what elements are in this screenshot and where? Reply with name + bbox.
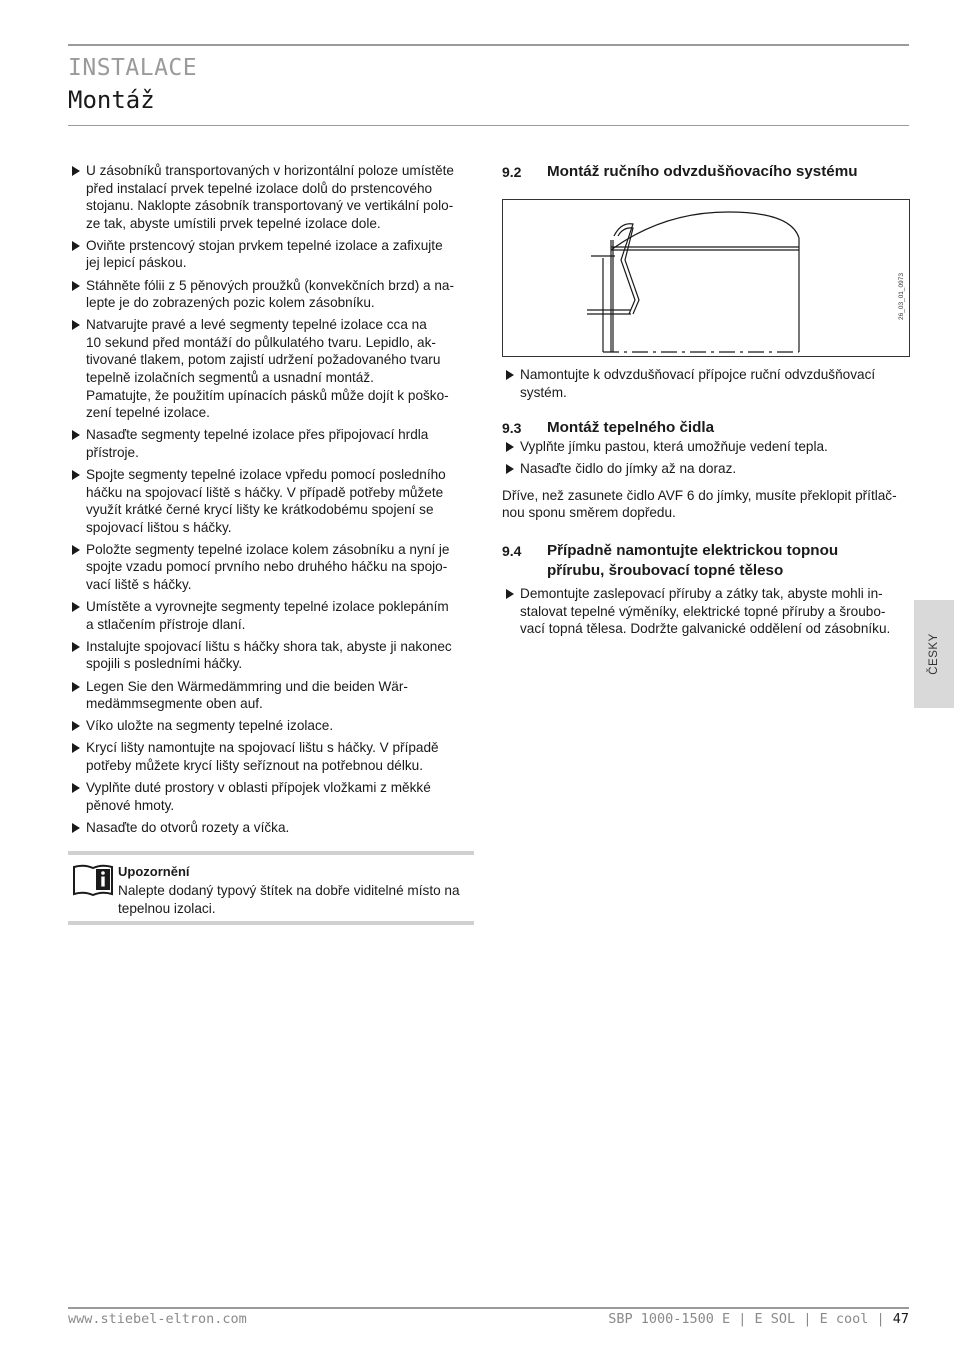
footer-url: www.stiebel-eltron.com bbox=[68, 1311, 247, 1327]
left-column bbox=[68, 162, 474, 841]
list-item: Nasaďte do otvorů rozety a víčka. bbox=[68, 819, 474, 837]
note-box bbox=[68, 851, 474, 925]
language-tab-label: ČESKY bbox=[928, 633, 940, 675]
list-item: Demontujte zaslepovací příruby a zátky tak, abyste mohli in- stalovat tepelné výměníky, elektrické topné příruby a šroubo- vací topná tělesa. Dodržte galvanické oddělení od zásobníku. bbox=[502, 585, 910, 638]
list-item: Legen Sie den Wärmedämmring und die beiden Wär- medämmsegmente oben auf. bbox=[68, 678, 474, 713]
note-text: Nalepte dodaný typový štítek na dobře viditelné místo na tepelnou izolaci. bbox=[118, 883, 460, 916]
list-item: Vyplňte duté prostory v oblasti přípojek vložkami z měkké pěnové hmoty. bbox=[68, 779, 474, 814]
list-item: Krycí lišty namontujte na spojovací lištu s háčky. V případě potřeby můžete krycí lišty seříznout na potřebnou délku. bbox=[68, 739, 474, 774]
right-column bbox=[502, 162, 910, 642]
header-top-rule bbox=[68, 44, 909, 46]
list-item: Oviňte prstencový stojan prvkem tepelné izolace a zafixujte jej lepicí páskou. bbox=[68, 237, 474, 272]
page-title: Montáž bbox=[68, 86, 155, 114]
language-tab bbox=[914, 600, 954, 708]
section-9-3-heading: 9.3 Montáž tepelného čidla bbox=[502, 419, 715, 437]
section-9-3-steps bbox=[502, 438, 910, 478]
section-heading: INSTALACE bbox=[68, 55, 198, 81]
footer-product: SBP 1000-1500 E | E SOL | E cool | 47 bbox=[608, 1311, 909, 1327]
section-9-4-heading: 9.4 Případně namontujte elektrickou topnou přírubu, šroubovací topné těleso bbox=[502, 542, 839, 580]
footer-rule bbox=[68, 1307, 909, 1309]
list-item: Vyplňte jímku pastou, která umožňuje vedení tepla. bbox=[502, 438, 910, 456]
venting-system-figure bbox=[502, 199, 910, 357]
list-item: Stáhněte fólii z 5 pěnových proužků (konvekčních brzd) a na- lepte je do zobrazených pozic kolem zásobníku. bbox=[68, 277, 474, 312]
list-item: Instalujte spojovací lištu s háčky shora tak, abyste ji nakonec spojili s posledními háčky. bbox=[68, 638, 474, 673]
venting-system-drawing bbox=[503, 200, 909, 356]
page-number: 47 bbox=[892, 1311, 909, 1327]
list-item: Natvarujte pravé a levé segmenty tepelné izolace cca na 10 sekund před montáží do půlkulatého tvaru. Lepidlo, ak- tivované tlakem, potom zajistí udržení požadovaného tvaru tepelně izolačních segmentů a usnadní montáž. Pamatujte, že použitím upínacích pásků může dojít k poško- zení tepelné izolace. bbox=[68, 316, 474, 422]
list-item: Víko uložte na segmenty tepelné izolace. bbox=[68, 717, 474, 735]
list-item: Položte segmenty tepelné izolace kolem zásobníku a nyní je spojte vzadu pomocí prvního nebo druhého háčku na spojo- vací liště s háčky. bbox=[68, 541, 474, 594]
list-item: Umístěte a vyrovnejte segmenty tepelné izolace poklepáním a stlačením přístroje dlaní. bbox=[68, 598, 474, 633]
section-9-2-steps bbox=[502, 366, 910, 401]
note-title: Upozornění bbox=[118, 864, 190, 879]
section-9-3-paragraph: Dříve, než zasunete čidlo AVF 6 do jímky, musíte překlopit přítlač- nou sponu směrem dopředu. bbox=[502, 487, 897, 521]
list-item: Nasaďte segmenty tepelné izolace přes připojovací hrdla přístroje. bbox=[68, 426, 474, 461]
installation-steps-list bbox=[68, 162, 474, 836]
header-bottom-rule bbox=[68, 125, 909, 126]
list-item: Spojte segmenty tepelné izolace vpředu pomocí posledního háčku na spojovací liště s háčky. V případě potřeby můžete využít krátké černé krycí lišty ke krátkodobému spojení se spojovací lištou s háčky. bbox=[68, 466, 474, 536]
section-9-2-heading: 9.2 Montáž ručního odvzdušňovacího systému bbox=[502, 163, 858, 180]
figure-code: 26_03_01_0973 bbox=[898, 273, 905, 320]
info-book-icon bbox=[72, 863, 114, 897]
list-item: Nasaďte čidlo do jímky až na doraz. bbox=[502, 460, 910, 478]
list-item: U zásobníků transportovaných v horizontální poloze umístěte před instalací prvek tepelné izolace dolů do prstencového stojanu. Naklopte zásobník transportovaný ve vertikální polo- ze tak, abyste umístili prvek tepelné izolace dole. bbox=[68, 162, 474, 232]
section-9-4-steps bbox=[502, 585, 910, 638]
list-item: Namontujte k odvzdušňovací přípojce ruční odvzdušňovací systém. bbox=[502, 366, 910, 401]
